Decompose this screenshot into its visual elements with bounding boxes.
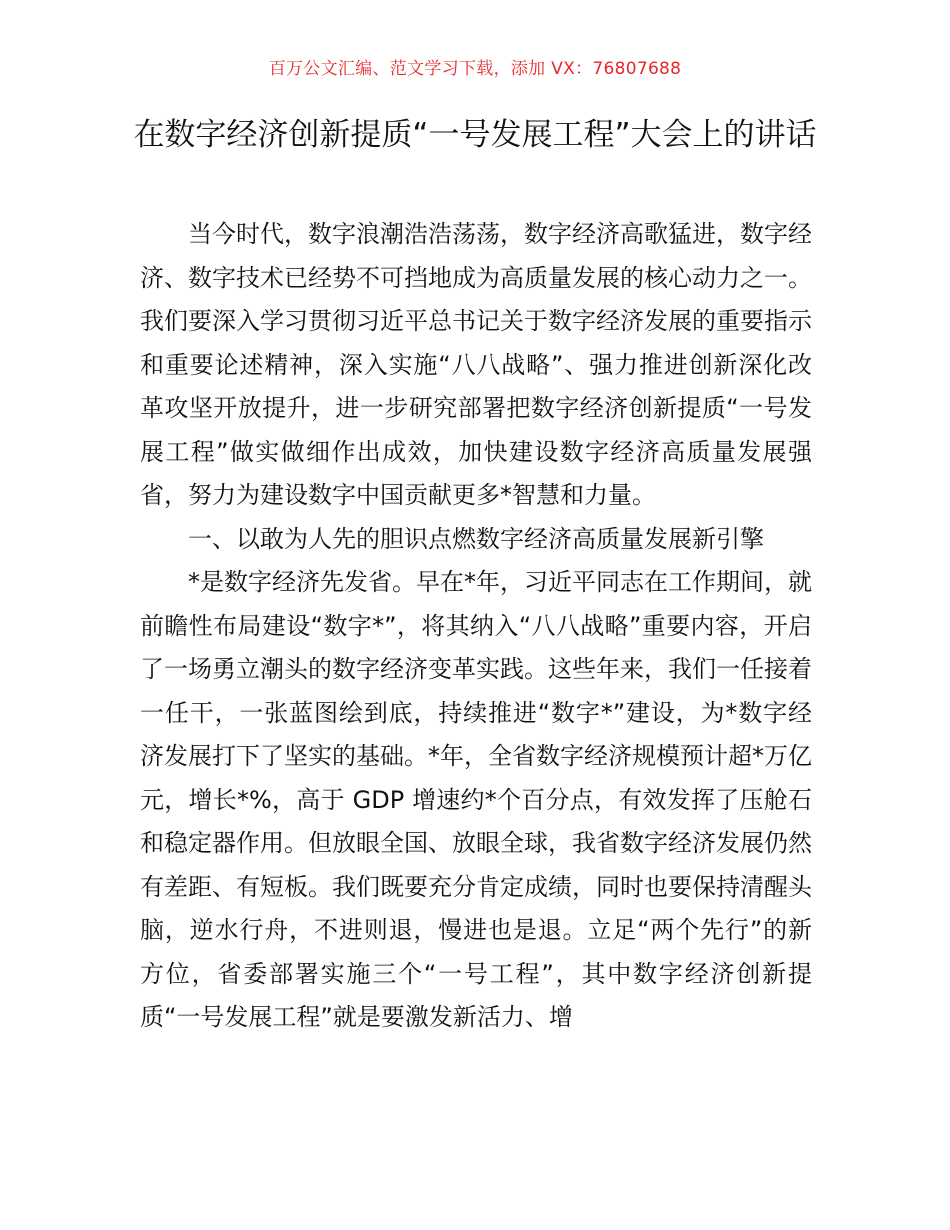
document-body <box>140 213 812 1040</box>
paragraph-intro: 当今时代，数字浪潮浩浩荡荡，数字经济高歌猛进，数字经济、数字技术已经势不可挡地成为高质量发展的核心动力之一。我们要深入学习贯彻习近平总书记关于数字经济发展的重要指示和重要论述精神，深入实施“八八战略”、强力推进创新深化改革攻坚开放提升，进一步研究部署把数字经济创新提质“一号发展工程”做实做细作出成效，加快建设数字经济高质量发展强省，努力为建设数字中国贡献更多*智慧和力量。 <box>140 220 812 509</box>
section-heading-1: 一、以敢为人先的胆识点燃数字经济高质量发展新引擎 <box>188 524 764 553</box>
header-watermark: 百万公文汇编、范文学习下载，添加 VX：76807688 <box>268 59 682 79</box>
paragraph-section-1: *是数字经济先发省。早在*年，习近平同志在工作期间，就前瞻性布局建设“数字*”，将其纳入“八八战略”重要内容，开启了一场勇立潮头的数字经济变革实践。这些年来，我们一任接着一任干，一张蓝图绘到底，持续推进“数字*”建设，为*数字经济发展打下了坚实的基础。*年，全省数字经济规模预计超*万亿元，增长*%，高于 GDP 增速约*个百分点，有效发挥了压舱石和稳定器作用。但放眼全国、放眼全球，我省数字经济发展仍然有差距、有短板。我们既要充分肯定成绩，同时也要保持清醒头脑，逆水行舟，不进则退，慢进也是退。立足“两个先行”的新方位，省委部署实施三个“一号工程”，其中数字经济创新提质“一号发展工程”就是要激发新活力、增 <box>140 568 812 1031</box>
document-title: 在数字经济创新提质“一号发展工程”大会上的讲话 <box>133 117 817 153</box>
